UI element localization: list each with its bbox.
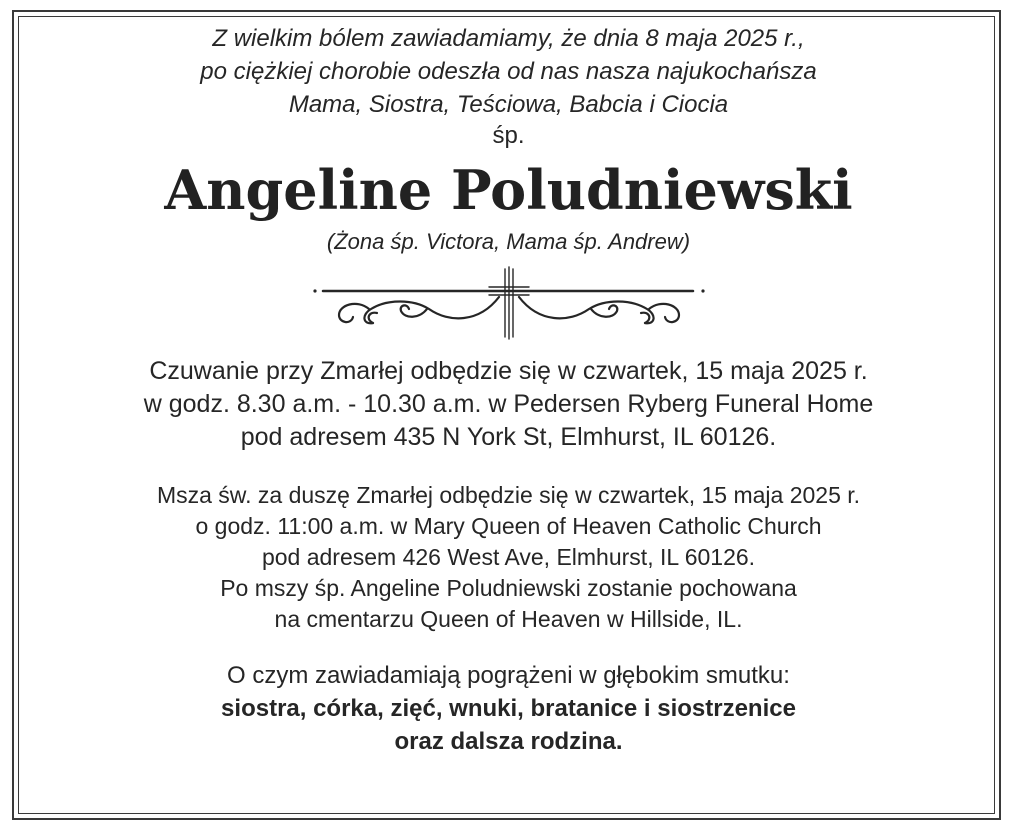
wake-details — [30, 355, 987, 454]
wake-line: w godz. 8.30 a.m. - 10.30 a.m. w Pedersen Ryberg Funeral Home — [143, 390, 874, 418]
closing-text — [30, 659, 987, 758]
mass-line: Po mszy śp. Angeline Poludniewski zostanie pochowana — [220, 575, 797, 601]
mass-line: Msza św. za duszę Zmarłej odbędzie się w czwartek, 15 maja 2025 r. — [156, 482, 861, 508]
mourners-line: oraz dalsza rodzina. — [394, 728, 623, 755]
honorific: śp. — [492, 122, 525, 149]
intro-line: Mama, Siostra, Teściowa, Babcia i Ciocia — [288, 91, 729, 118]
mass-line: na cmentarzu Queen of Heaven w Hillside, IL. — [274, 606, 743, 632]
intro-line: po ciężkiej chorobie odeszła od nas nasza najukochańsza — [200, 58, 817, 85]
closing-line: O czym zawiadamiają pogrążeni w głębokim smutku: — [227, 662, 790, 689]
mass-details — [30, 480, 987, 635]
mass-line: o godz. 11:00 a.m. w Mary Queen of Heaven Catholic Church — [195, 513, 822, 539]
cross-scroll-ornament-icon — [309, 265, 709, 341]
intro-line: Z wielkim bólem zawiadamiamy, że dnia 8 maja 2025 r., — [212, 25, 805, 52]
wake-line: Czuwanie przy Zmarłej odbędzie się w czwartek, 15 maja 2025 r. — [149, 357, 868, 385]
mass-line: pod adresem 426 West Ave, Elmhurst, IL 60126. — [261, 544, 756, 570]
mourners-line: siostra, córka, zięć, wnuki, bratanice i siostrzenice — [221, 695, 796, 722]
obituary-notice — [30, 22, 987, 758]
wake-line: pod adresem 435 N York St, Elmhurst, IL 60126. — [240, 423, 777, 451]
family-note: (Żona śp. Victora, Mama śp. Andrew) — [326, 229, 691, 254]
deceased-name: Angeline Poludniewski — [164, 158, 853, 222]
intro-text — [30, 22, 987, 121]
